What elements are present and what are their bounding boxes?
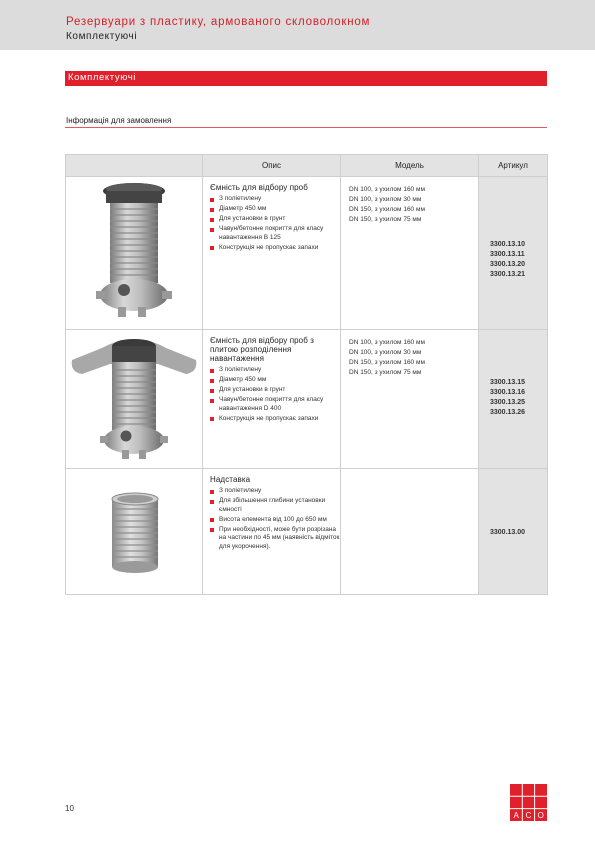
page-header (0, 0, 595, 50)
list-item: Для установки в грунт (210, 215, 340, 224)
model-item: DN 100, з ухилом 30 мм (349, 196, 422, 203)
header-article: Артикул (479, 155, 548, 177)
header-description: Опис (203, 155, 341, 177)
product-description-cell (203, 469, 341, 595)
product-image-cell (66, 469, 203, 595)
model-list (349, 185, 478, 225)
extension-ring-image (66, 469, 203, 593)
list-item: Для збільшення глибини установки ємності (210, 497, 340, 514)
model-item: DN 100, з ухилом 30 мм (349, 349, 422, 356)
list-item: Чавун/бетонне покриття для класу навантаження D 400 (210, 396, 340, 413)
list-item: З поліетилену (210, 195, 340, 204)
list-item: Чавун/бетонне покриття для класу навантаження B 125 (210, 225, 340, 242)
document-subtitle: Комплектуючі (66, 31, 138, 42)
product-article-cell (479, 330, 548, 469)
article-number: 3300.13.26 (490, 409, 526, 416)
document-title: Резервуари з пластику, армованого скловолокном (66, 16, 371, 28)
model-item: DN 100, з ухилом 160 мм (349, 186, 425, 193)
list-item: Діаметр 450 мм (210, 376, 340, 385)
feature-list (210, 487, 340, 551)
list-item: Висота елемента від 100 до 650 мм (210, 516, 340, 525)
list-item: При необхідності, може бути розрізана на частини по 45 мм (наявність відміток для укорочення). (210, 526, 340, 552)
article-number: 3300.13.20 (490, 261, 526, 268)
table-header-row (66, 155, 548, 177)
feature-list (210, 366, 340, 423)
divider (65, 127, 547, 128)
section-title-bar (65, 71, 547, 86)
list-item: З поліетилену (210, 366, 340, 375)
article-number: 3300.13.10 (490, 241, 526, 248)
model-item: DN 150, з ухилом 75 мм (349, 369, 422, 376)
header-image (66, 155, 203, 177)
logo-letter: A (513, 811, 519, 820)
list-item: Діаметр 450 мм (210, 205, 340, 214)
article-list (490, 528, 525, 538)
page-number: 10 (65, 804, 74, 813)
logo-letter: C (525, 811, 532, 820)
article-list (490, 378, 525, 418)
model-item: DN 100, з ухилом 160 мм (349, 339, 425, 346)
article-number: 3300.13.25 (490, 399, 526, 406)
model-item: DN 150, з ухилом 75 мм (349, 216, 422, 223)
product-table (65, 154, 548, 595)
header-model: Модель (341, 155, 479, 177)
model-item: DN 150, з ухилом 160 мм (349, 206, 425, 213)
list-item: Конструкція не пропускає запахи (210, 415, 340, 424)
article-list (490, 240, 525, 280)
product-description-cell (203, 177, 341, 330)
article-number: 3300.13.15 (490, 379, 526, 386)
product-image-cell (66, 330, 203, 469)
product-model-cell (341, 469, 479, 595)
list-item: Конструкція не пропускає запахи (210, 244, 340, 253)
order-info-heading: Інформація для замовлення (66, 116, 172, 125)
logo-letter: O (537, 811, 544, 820)
list-item: З поліетилену (210, 487, 340, 496)
product-model-cell (341, 177, 479, 330)
model-list (349, 338, 478, 378)
product-name: Ємність для відбору проб з плитою розподілення навантаження (210, 336, 315, 363)
list-item: Для установки в грунт (210, 386, 340, 395)
model-item: DN 150, з ухилом 160 мм (349, 359, 425, 366)
product-name: Надставка (210, 475, 251, 484)
section-title: Комплектуючі (68, 72, 136, 83)
sampling-tank-image (66, 177, 203, 327)
table-row (66, 469, 548, 595)
product-article-cell (479, 469, 548, 595)
product-description-cell (203, 330, 341, 469)
article-number: 3300.13.00 (490, 529, 526, 536)
product-model-cell (341, 330, 479, 469)
sampling-tank-with-plate-image (66, 330, 203, 467)
product-name: Ємність для відбору проб (210, 183, 308, 192)
aco-logo (510, 784, 547, 821)
article-number: 3300.13.11 (490, 251, 525, 258)
table-row (66, 330, 548, 469)
product-image-cell (66, 177, 203, 330)
article-number: 3300.13.21 (490, 271, 526, 278)
product-article-cell (479, 177, 548, 330)
feature-list (210, 195, 340, 252)
article-number: 3300.13.16 (490, 389, 526, 396)
table-row (66, 177, 548, 330)
